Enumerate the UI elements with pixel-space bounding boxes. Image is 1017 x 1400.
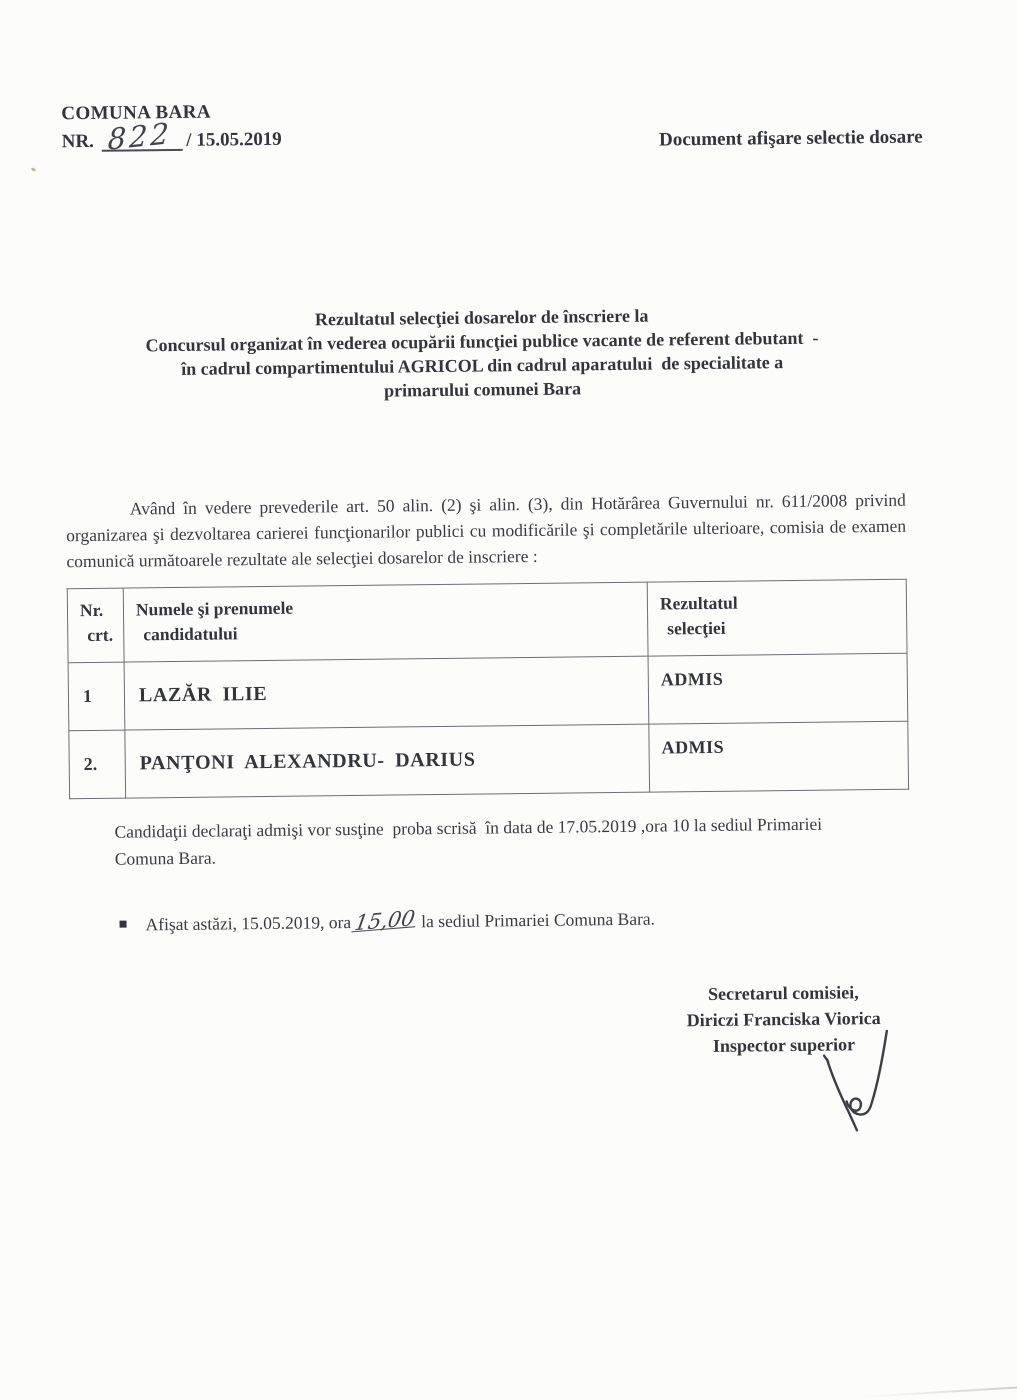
registration-number-line	[61, 116, 282, 157]
col-header-nr	[67, 588, 124, 663]
document-title	[64, 301, 901, 406]
title-line: Rezultatul selecţiei dosarelor de înscriere la	[314, 305, 649, 330]
registration-date: / 15.05.2019	[186, 128, 282, 151]
signature-role-line: Secretarul comisiei,	[707, 982, 859, 1004]
results-table	[67, 579, 909, 800]
written-exam-note: Candidaţii declaraţi admişi vor susţine proba scrisă în data de 17.05.2019 ,ora 10 la sediul Primariei Comuna Bara.	[114, 813, 827, 869]
col-header-text: selecţiei	[667, 617, 726, 639]
col-header-text: candidatului	[143, 623, 238, 645]
title-line: Concursul organizat în vederea ocupării funcţiei publice vacante de referent debutant -	[145, 327, 819, 356]
posted-suffix: la sediul Primariei Comuna Bara.	[421, 908, 656, 932]
posted-notice-line	[119, 905, 937, 935]
selection-result: ADMIS	[649, 721, 909, 792]
signature-name-line: Diriczi Franciska Viorica	[686, 1008, 881, 1031]
row-number: 2.	[69, 730, 126, 799]
table-row	[68, 653, 908, 731]
title-line: primarului comunei Bara	[383, 378, 582, 401]
nr-label: NR.	[61, 130, 94, 153]
candidate-name: PANŢONI ALEXANDRU- DARIUS	[125, 724, 650, 798]
document-header	[61, 93, 929, 158]
col-header-text: Numele şi prenumele	[135, 597, 294, 620]
col-header-text: crt.	[87, 624, 114, 646]
intro-paragraph: Având în vedere prevederile art. 50 alin. (2) şi alin. (3), din Hotărârea Guvernului nr. 611/2008 privind organizarea şi dezvoltarea carierei funcţionarilor publici cu modificările şi completările ulterioare, comisia de examen comunică următoarele rezultate ale selecţiei dosarelor de inscriere :	[66, 489, 907, 572]
org-name: COMUNA BARA	[61, 101, 212, 125]
candidate-name: LAZĂR ILIE	[124, 656, 649, 730]
row-number: 1	[68, 662, 125, 731]
document-type-label: Document afişare selectie dosare	[658, 126, 923, 151]
signature-block	[686, 979, 881, 1059]
handwritten-posted-time: 15,00	[352, 905, 417, 936]
col-header-result	[647, 579, 907, 656]
signature-title-line: Inspector superior	[712, 1034, 856, 1056]
selection-result: ADMIS	[648, 653, 908, 724]
col-header-text: Nr.	[79, 599, 104, 621]
col-header-text: Rezultatul	[659, 592, 738, 614]
bullet-square-icon	[120, 921, 127, 928]
table-header-row	[67, 579, 907, 663]
handwritten-signature	[817, 1029, 902, 1142]
posted-prefix: Afişat astăzi, 15.05.2019, ora	[145, 912, 352, 935]
title-line: în cadrul compartimentului AGRICOL din cadrul aparatului de specialitate a	[181, 352, 784, 379]
org-block	[61, 101, 282, 157]
handwritten-number-underline	[102, 116, 183, 157]
col-header-name	[123, 582, 648, 662]
handwritten-registration-number: 822	[107, 116, 173, 157]
table-row	[69, 721, 909, 799]
